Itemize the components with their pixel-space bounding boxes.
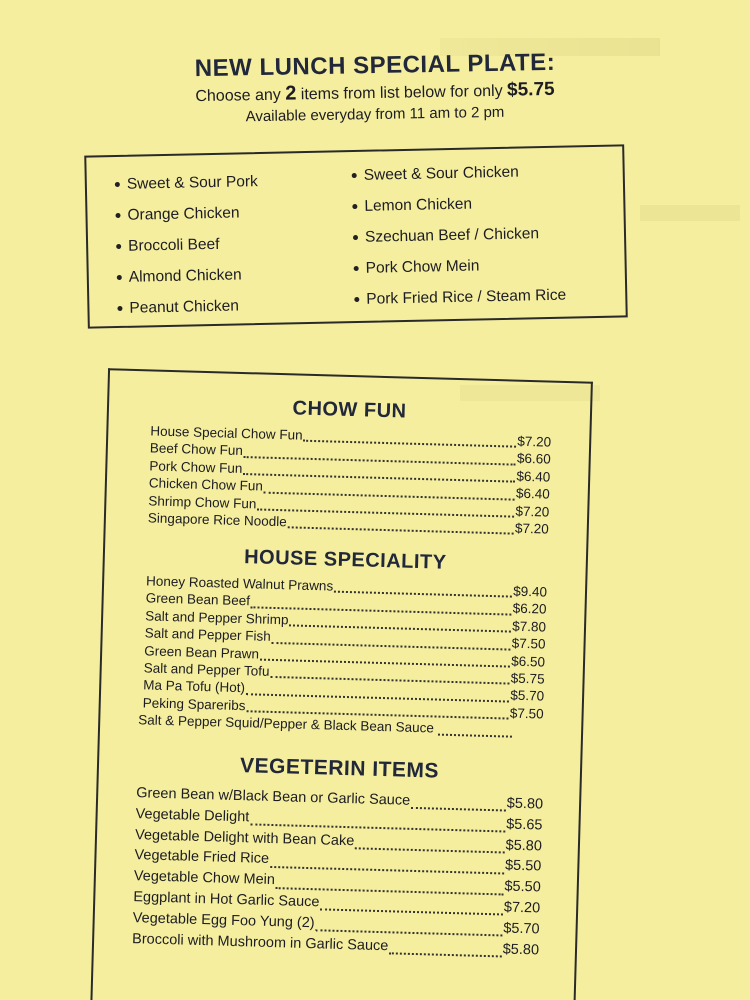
item-name: Shrimp Chow Fun <box>148 492 257 511</box>
item-price: $6.20 <box>512 601 547 617</box>
item-name: Salt and Pepper Tofu <box>143 660 270 679</box>
item-price: $7.20 <box>514 520 549 537</box>
item-name: Green Bean Prawn <box>144 642 260 662</box>
item-price: $7.50 <box>509 705 544 722</box>
item-price: $7.20 <box>503 899 541 917</box>
item-price: $5.75 <box>510 670 545 687</box>
lunch-item-label: Szechuan Beef / Chicken <box>364 224 540 246</box>
item-name: Ma Pa Tofu (Hot) <box>143 677 246 696</box>
lunch-item-label: Sweet & Sour Pork <box>126 172 258 193</box>
item-name: Peking Spareribs <box>142 695 246 713</box>
bullet-icon <box>354 266 359 271</box>
section-title: HOUSE SPECIALITY <box>243 546 447 574</box>
item-name: Vegetable Delight with Bean Cake <box>134 826 355 849</box>
item-price: $5.65 <box>505 816 543 834</box>
bullet-icon <box>116 244 121 249</box>
subtitle-number: 2 <box>285 82 297 105</box>
item-price: $5.80 <box>506 795 544 813</box>
item-name: Eggplant in Hot Garlic Sauce <box>133 889 320 911</box>
item-name: Vegetable Fried Rice <box>134 847 270 868</box>
item-price: $6.50 <box>511 653 546 670</box>
leader-dots <box>270 860 504 875</box>
item-name: House Special Chow Fun <box>150 423 303 443</box>
availability-note: Available everyday from 11 am to 2 pm <box>245 103 505 126</box>
item-name: Salt and Pepper Shrimp <box>144 608 289 628</box>
list-item <box>354 280 566 315</box>
list-item <box>116 259 260 293</box>
section-vegetarian-items <box>94 750 580 964</box>
item-price: $5.80 <box>502 941 540 959</box>
list-item <box>115 197 259 231</box>
bullet-icon <box>352 173 357 178</box>
leader-dots <box>355 841 505 853</box>
item-name: Singapore Rice Noodle <box>147 510 287 530</box>
item-price: $7.50 <box>511 635 546 652</box>
bullet-icon <box>115 182 120 187</box>
item-name: Green Bean Beef <box>145 590 251 609</box>
item-name: Pork Chow Fun <box>149 458 243 476</box>
bullet-icon <box>353 235 358 240</box>
lunch-items-box <box>84 144 628 328</box>
subtitle-middle: items from list below for only <box>300 82 503 104</box>
list-item <box>117 290 261 324</box>
lunch-list-right <box>351 156 566 315</box>
section-chow-fun <box>106 392 591 540</box>
section-title: VEGETERIN ITEMS <box>239 754 440 783</box>
item-price: $6.40 <box>516 468 551 485</box>
leader-dots <box>389 946 502 957</box>
section-title: CHOW FUN <box>292 397 407 423</box>
leader-dots <box>276 881 504 895</box>
item-name: Broccoli with Mushroom in Garlic Sauce <box>131 930 389 954</box>
list-item <box>351 156 563 191</box>
item-name: Beef Chow Fun <box>149 440 244 459</box>
lunch-item-label: Broccoli Beef <box>127 235 220 255</box>
list-item <box>352 187 564 222</box>
leader-dots <box>320 903 503 916</box>
bullet-icon <box>352 204 357 209</box>
lunch-item-label: Orange Chicken <box>127 203 240 224</box>
bullet-icon <box>354 297 359 302</box>
item-price: $9.40 <box>513 583 548 600</box>
item-price: $5.50 <box>504 878 541 896</box>
subtitle-prefix: Choose any <box>195 86 281 106</box>
menu-box <box>89 368 593 1000</box>
lunch-item-label: Pork Chow Mein <box>365 256 480 277</box>
subtitle-price: $5.75 <box>506 78 555 101</box>
list-item <box>116 228 260 262</box>
item-price: $6.40 <box>515 485 550 502</box>
item-name: Green Bean w/Black Bean or Garlic Sauce <box>136 785 411 809</box>
list-item <box>353 249 565 284</box>
item-price: $5.70 <box>510 687 545 704</box>
lunch-list-left <box>115 166 261 324</box>
item-price: $7.80 <box>512 618 547 635</box>
lunch-item-label: Almond Chicken <box>128 265 242 286</box>
bleed-through-mark <box>640 205 740 221</box>
item-price: $7.20 <box>515 503 550 520</box>
list-item <box>115 166 259 200</box>
bullet-icon <box>117 275 122 280</box>
item-name: Chicken Chow Fun <box>148 475 264 494</box>
lunch-item-label: Peanut Chicken <box>129 296 240 317</box>
item-price: $7.20 <box>517 433 552 450</box>
item-name: Vegetable Delight <box>135 805 250 826</box>
item-price: $6.60 <box>516 451 551 468</box>
bullet-icon <box>117 306 122 311</box>
leader-dots <box>411 801 506 812</box>
section-house-speciality <box>100 542 586 742</box>
item-price: $5.80 <box>505 837 543 855</box>
item-price: $5.50 <box>504 857 542 875</box>
item-name: Salt and Pepper Fish <box>144 625 271 645</box>
item-name: Honey Roasted Walnut Prawns <box>145 573 334 594</box>
item-name: Vegetable Chow Mein <box>133 868 276 889</box>
item-name: Vegetable Egg Foo Yung (2) <box>132 909 315 931</box>
bullet-icon <box>115 213 120 218</box>
lunch-item-label: Pork Fried Rice / Steam Rice <box>366 286 567 308</box>
leader-dots <box>288 521 514 535</box>
leader-dots <box>438 728 512 737</box>
lunch-item-label: Sweet & Sour Chicken <box>363 163 519 184</box>
page-title: NEW LUNCH SPECIAL PLATE: <box>194 48 556 83</box>
lunch-item-label: Lemon Chicken <box>364 195 473 215</box>
item-name: Salt & Pepper Squid/Pepper & Black Bean Sauce <box>138 712 435 736</box>
item-price: $5.70 <box>503 920 540 938</box>
leader-dots <box>315 923 502 936</box>
list-item <box>353 218 565 253</box>
